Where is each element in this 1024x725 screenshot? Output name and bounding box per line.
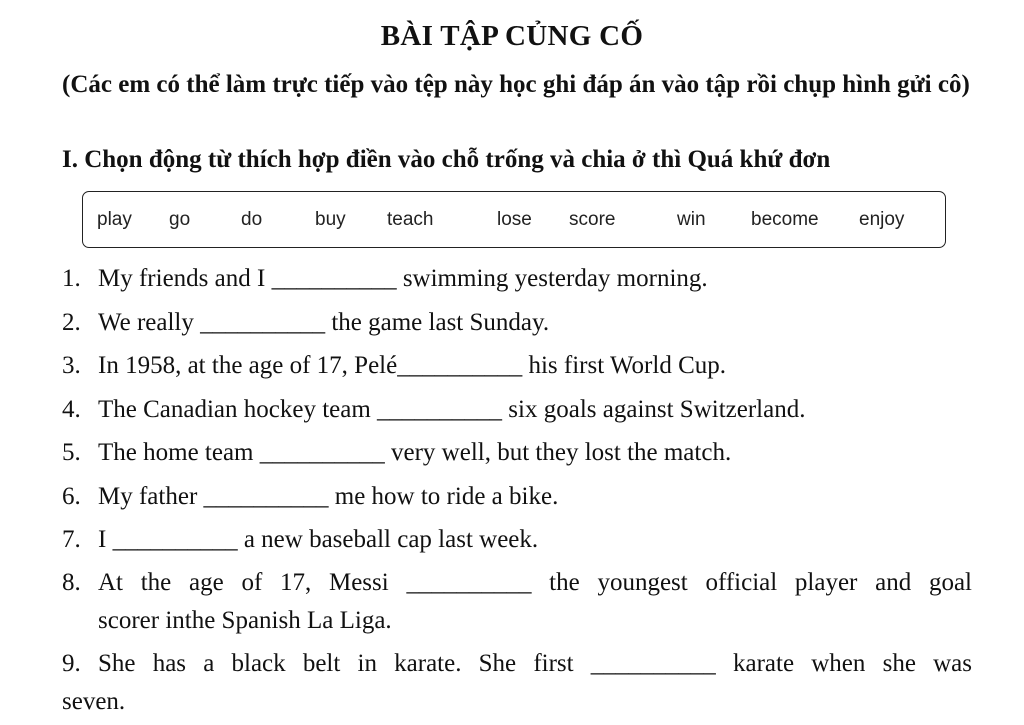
question-text: My father __________ me how to ride a bike.	[98, 483, 559, 510]
word-score: score	[569, 209, 616, 230]
word-go: go	[169, 209, 191, 230]
question-text: The Canadian hockey team __________ six goals against Switzerland.	[98, 396, 806, 423]
word-teach: teach	[387, 209, 434, 230]
question-number: 7.	[62, 526, 81, 553]
question-number: 6.	[62, 483, 81, 510]
word-become: become	[751, 209, 819, 230]
question-5	[62, 439, 731, 467]
section-heading: I. Chọn động từ thích hợp điền vào chỗ trống và chia ở thì Quá khứ đơn	[62, 146, 831, 173]
question-number: 1.	[62, 265, 81, 292]
instructions-text: (Các em có thể làm trực tiếp vào tệp này học ghi đáp án vào tập rồi chụp hình gửi cô)	[62, 71, 970, 98]
question-text: She has a black belt in karate. She first __________ karate when she was	[98, 650, 972, 677]
word-play: play	[97, 209, 132, 230]
question-text: I __________ a new baseball cap last week.	[98, 526, 539, 553]
question-text: We really __________ the game last Sunday.	[98, 309, 550, 336]
question-number: 3.	[62, 352, 81, 379]
word-enjoy: enjoy	[859, 209, 905, 230]
page-title: BÀI TẬP CỦNG CỐ	[380, 20, 644, 52]
word-box	[82, 191, 946, 248]
question-9-continuation: seven.	[62, 688, 126, 715]
question-8-continuation: scorer inthe Spanish La Liga.	[98, 607, 392, 634]
question-3	[62, 352, 726, 380]
question-8	[62, 569, 972, 597]
question-9	[62, 650, 972, 678]
word-lose: lose	[497, 209, 532, 230]
question-4	[62, 396, 805, 424]
question-1	[62, 265, 708, 293]
word-buy: buy	[315, 209, 346, 230]
question-text: At the age of 17, Messi __________ the youngest official player and goal	[98, 569, 972, 596]
question-number: 9.	[62, 650, 81, 677]
question-text: My friends and I __________ swimming yesterday morning.	[98, 265, 708, 292]
question-number: 2.	[62, 309, 81, 336]
question-number: 5.	[62, 439, 81, 466]
question-number: 8.	[62, 569, 81, 596]
question-text: The home team __________ very well, but they lost the match.	[98, 439, 732, 466]
question-6	[62, 483, 558, 511]
question-text: In 1958, at the age of 17, Pelé__________ his first World Cup.	[98, 352, 727, 379]
question-2	[62, 309, 549, 337]
question-7	[62, 526, 538, 554]
question-number: 4.	[62, 396, 81, 423]
word-win: win	[677, 209, 706, 230]
word-do: do	[241, 209, 263, 230]
